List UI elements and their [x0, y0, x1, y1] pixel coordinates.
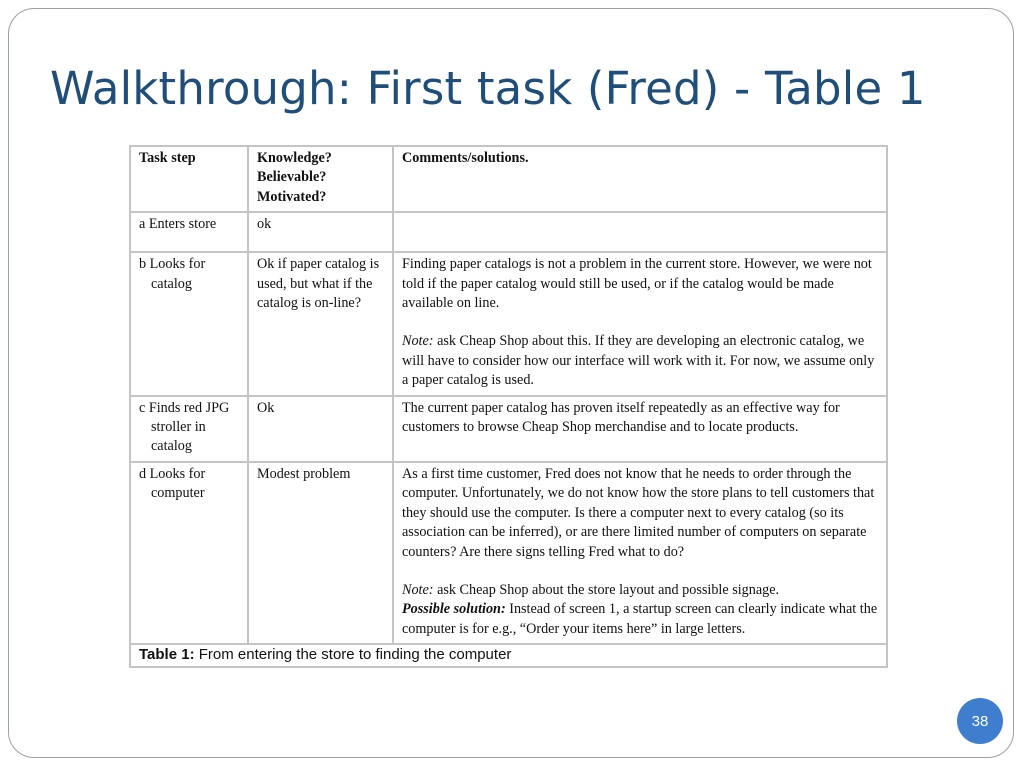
solution-paragraph [402, 600, 882, 639]
header-task-step: Task step [130, 146, 248, 212]
cell-comments [393, 212, 887, 252]
cell-knowledge: ok [248, 212, 393, 252]
cell-knowledge: Ok if paper catalog is used, but what if the catalog is on-line? [248, 252, 393, 395]
cell-comments: The current paper catalog has proven itself repeatedly as an effective way for customers to browse Cheap Shop merchandise and to locate products. [393, 396, 887, 462]
cell-step [130, 462, 248, 644]
step-text: c Finds red JPG stroller in catalog [139, 399, 230, 455]
table-row [130, 396, 887, 462]
table-row [130, 212, 887, 252]
page-number-badge: 38 [957, 698, 1003, 744]
cell-knowledge: Modest problem [248, 462, 393, 644]
note-paragraph [402, 332, 882, 390]
table-header-row [130, 146, 887, 212]
step-text: d Looks for computer [139, 465, 206, 502]
table-caption [130, 644, 887, 667]
table-caption-row [130, 644, 887, 667]
header-comments: Comments/solutions. [393, 146, 887, 212]
note-paragraph [402, 581, 882, 600]
cell-comments [393, 462, 887, 644]
cell-step [130, 252, 248, 395]
step-text: a Enters store [139, 216, 217, 233]
header-knowledge: Knowledge? Believable? Motivated? [248, 146, 393, 212]
solution-text: Instead of screen 1, a startup screen can clearly indicate what the computer is for e.g., “Order your items here” in large letters. [402, 601, 878, 637]
solution-label: Possible solution: [402, 601, 506, 618]
caption-text: From entering the store to finding the computer [194, 646, 512, 664]
comment-paragraph: As a first time customer, Fred does not know that he needs to order through the computer. Unfortunately, we do not know how the store plans to tell customers that they should use the computer. Is there a computer next to every catalog (so its association can be inferred), or are there limited number of computers on separate counters? Are there signs telling Fred what to do? [402, 465, 875, 560]
note-text: ask Cheap Shop about this. If they are developing an electronic catalog, we will have to consider how our interface will work with it. For now, we assume only a paper catalog is used. [402, 333, 875, 389]
table-row [130, 252, 887, 395]
note-label: Note: [402, 581, 434, 598]
step-text: b Looks for catalog [139, 256, 206, 292]
cell-step [130, 212, 248, 252]
cell-knowledge: Ok [248, 396, 393, 462]
note-label: Note: [402, 333, 434, 350]
cell-step [130, 396, 248, 462]
walkthrough-table [129, 145, 888, 668]
cell-comments [393, 252, 887, 395]
caption-label: Table 1: [139, 646, 195, 664]
note-text: ask Cheap Shop about the store layout and possible signage. [433, 581, 780, 598]
slide-title: Walkthrough: First task (Fred) - Table 1 [50, 62, 926, 115]
table-row [130, 462, 887, 644]
table-image [129, 145, 886, 668]
comment-paragraph: Finding paper catalogs is not a problem in the current store. However, we were not told if the paper catalog would still be used, or if the catalog would be made available on line. [402, 256, 872, 312]
